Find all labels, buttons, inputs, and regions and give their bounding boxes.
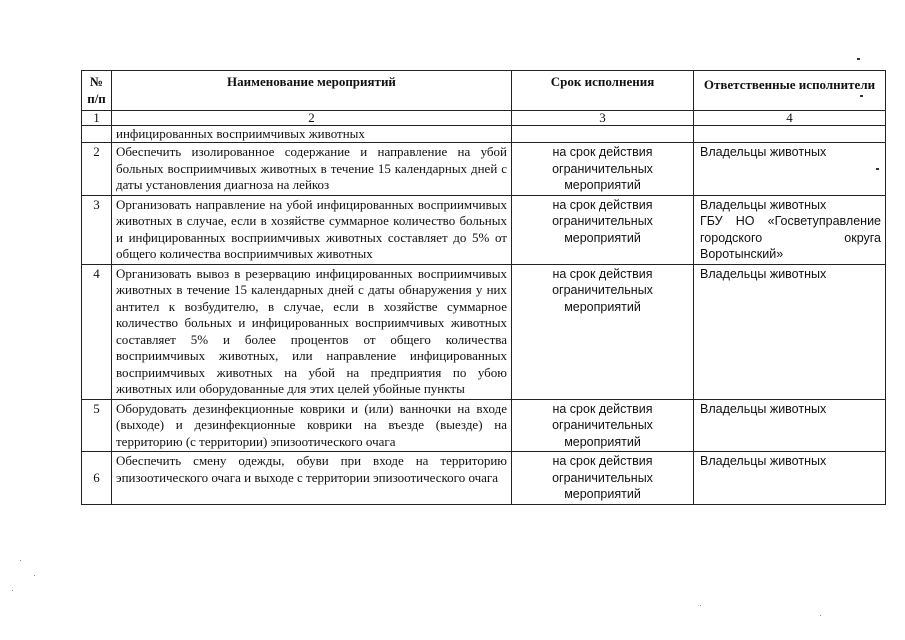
scan-speck bbox=[34, 575, 35, 576]
row-task: Обеспечить изолированное содержание и направление на убой больных восприимчивых животных в течение 15 календарных дней с даты установления диагноза на лейкоз bbox=[112, 143, 512, 196]
header-row bbox=[82, 71, 886, 111]
row-number: 4 bbox=[82, 264, 112, 399]
row-term: на срок действия ограничительных мероприятий bbox=[512, 399, 694, 452]
table-row bbox=[82, 452, 886, 505]
scan-speck bbox=[12, 590, 13, 591]
col-number-2: 2 bbox=[112, 111, 512, 126]
table-row bbox=[82, 399, 886, 452]
table-row bbox=[82, 264, 886, 399]
col-number-4: 4 bbox=[694, 111, 886, 126]
col-number-1: 1 bbox=[82, 111, 112, 126]
responsible-line: Владельцы животных bbox=[700, 401, 827, 416]
scan-mark bbox=[860, 95, 863, 97]
row-task: Обеспечить смену одежды, обуви при входе на территорию эпизоотического очага и выходе с территории эпизоотического очага bbox=[112, 452, 512, 505]
header-num: № п/п bbox=[82, 71, 112, 111]
continuation-text: инфицированных восприимчивых животных bbox=[112, 126, 512, 143]
responsible-line: Владельцы животных bbox=[700, 266, 827, 281]
row-term: на срок действия ограничительных мероприятий bbox=[512, 143, 694, 196]
row-term: на срок действия ограничительных мероприятий bbox=[512, 452, 694, 505]
table-row bbox=[82, 195, 886, 264]
continuation-row bbox=[82, 126, 886, 143]
scan-speck bbox=[820, 615, 821, 616]
header-name: Наименование мероприятий bbox=[112, 71, 512, 111]
col-number-3: 3 bbox=[512, 111, 694, 126]
row-number: 5 bbox=[82, 399, 112, 452]
row-term: на срок действия ограничительных мероприятий bbox=[512, 264, 694, 399]
responsible-line: ГБУ НО «Госветуправление городского округа Воротынский» bbox=[700, 214, 881, 261]
continuation-term-cell bbox=[512, 126, 694, 143]
row-task: Организовать вывоз в резервацию инфицированных восприимчивых животных в течение 15 календарных дней с даты обнаружения у них антител к возбудителю, в случае, если в хозяйстве суммарное количество больных и инфицированных восприимчивых животных составляет 5% и более процентов от общего количества восприимчивых животных, или направление инфицированных восприимчивых животных на убой на предприятия по убою животных или оборудованные для этих целей убойные пункты bbox=[112, 264, 512, 399]
row-task: Оборудовать дезинфекционные коврики и (или) ванночки на входе (выходе) и дезинфекционные коврики на въезде (выезде) на территорию (с территории) эпизоотического очага bbox=[112, 399, 512, 452]
continuation-num-cell bbox=[82, 126, 112, 143]
row-number: 6 bbox=[82, 452, 112, 505]
header-resp: Ответственные исполнители bbox=[694, 71, 886, 111]
scan-speck bbox=[700, 605, 701, 606]
row-responsible bbox=[694, 143, 886, 196]
row-number: 2 bbox=[82, 143, 112, 196]
column-number-row bbox=[82, 111, 886, 126]
responsible-line: Владельцы животных bbox=[700, 145, 827, 159]
row-responsible bbox=[694, 452, 886, 505]
row-responsible bbox=[694, 264, 886, 399]
scan-speck bbox=[20, 560, 21, 561]
table-row bbox=[82, 143, 886, 196]
measures-table bbox=[81, 70, 886, 505]
responsible-line: Владельцы животных bbox=[700, 454, 827, 468]
continuation-resp-cell bbox=[694, 126, 886, 143]
responsible-line: Владельцы животных bbox=[700, 197, 827, 212]
row-term: на срок действия ограничительных мероприятий bbox=[512, 195, 694, 264]
header-term: Срок исполнения bbox=[512, 71, 694, 111]
row-responsible bbox=[694, 195, 886, 264]
scan-mark bbox=[857, 58, 860, 60]
row-task: Организовать направление на убой инфицированных восприимчивых животных в случае, если в хозяйстве суммарное количество больных и инфицированных восприимчивых животных составляет до 5% от общего количества восприимчивых животных bbox=[112, 195, 512, 264]
scan-mark bbox=[876, 168, 879, 170]
row-number: 3 bbox=[82, 195, 112, 264]
row-responsible bbox=[694, 399, 886, 452]
